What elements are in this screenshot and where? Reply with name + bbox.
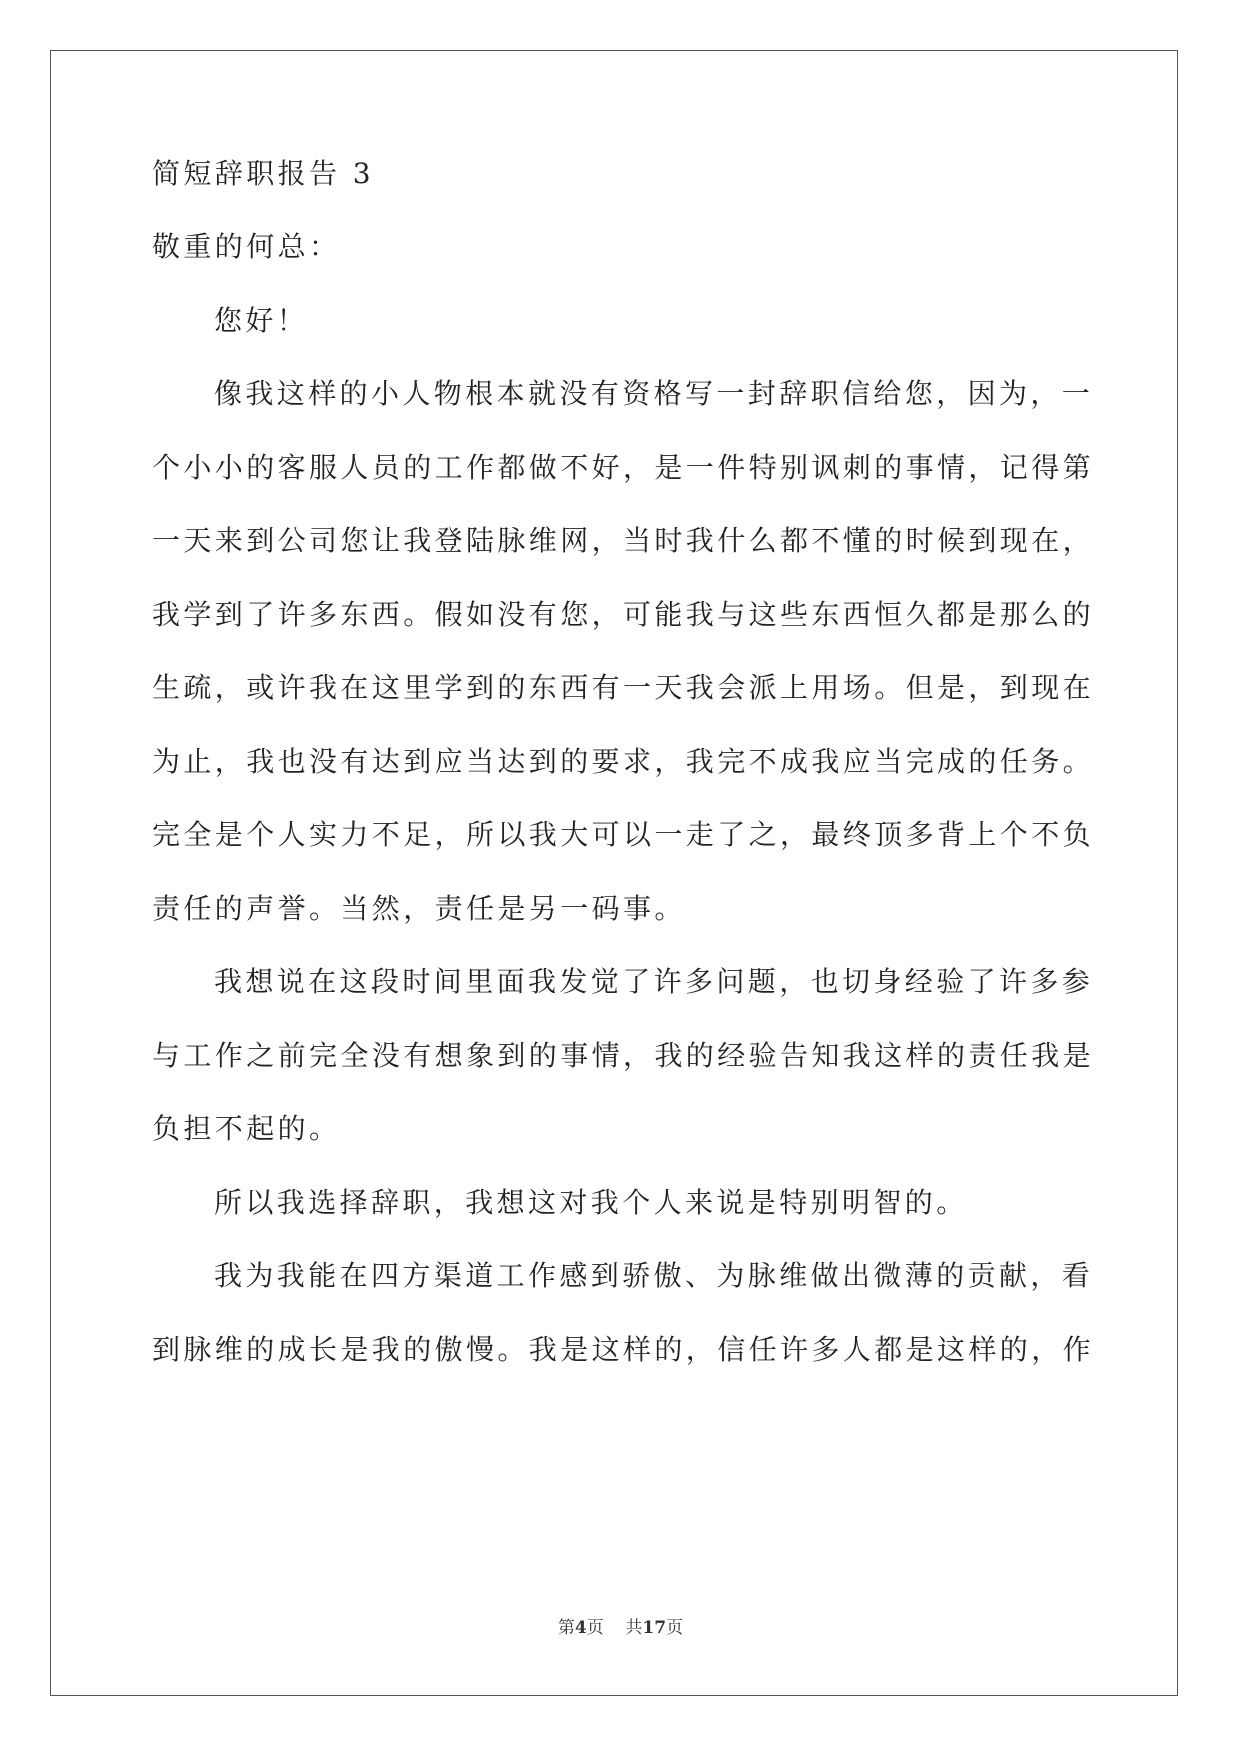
total-pages: 17 — [642, 1618, 667, 1638]
page-prefix: 第 — [557, 1618, 575, 1638]
page-border — [50, 50, 1178, 1696]
document-title: 简短辞职报告 3 — [152, 157, 374, 190]
page-suffix: 页 — [586, 1618, 604, 1638]
page-footer — [0, 1617, 1241, 1639]
paragraph-line: 我为我能在四方渠道工作感到骄傲、为脉维做出微薄的贡献，看 — [214, 1259, 1094, 1292]
page-number: 4 — [574, 1618, 587, 1638]
paragraph-line: 我学到了许多东西。假如没有您，可能我与这些东西恒久都是那么的 — [152, 598, 1095, 631]
paragraph-line: 完全是个人实力不足，所以我大可以一走了之，最终顶多背上个不负 — [152, 818, 1095, 851]
paragraph-line: 与工作之前完全没有想象到的事情，我的经验告知我这样的责任我是 — [152, 1039, 1095, 1072]
total-prefix: 共 — [625, 1618, 643, 1638]
paragraph-line: 一天来到公司您让我登陆脉维网，当时我什么都不懂的时候到现在， — [152, 524, 1095, 557]
paragraph-line: 生疏，或许我在这里学到的东西有一天我会派上用场。但是，到现在 — [152, 671, 1095, 704]
greeting: 您好！ — [214, 304, 309, 337]
paragraph-line: 所以我选择辞职，我想这对我个人来说是特别明智的。 — [214, 1186, 968, 1219]
paragraph-line: 责任的声誉。当然，责任是另一码事。 — [152, 892, 686, 925]
paragraph-line: 像我这样的小人物根本就没有资格写一封辞职信给您，因为，一 — [214, 377, 1094, 410]
paragraph-line: 负担不起的。 — [152, 1112, 341, 1145]
paragraph-line: 为止，我也没有达到应当达到的要求，我完不成我应当完成的任务。 — [152, 745, 1095, 778]
salutation: 敬重的何总： — [152, 230, 341, 263]
total-suffix: 页 — [666, 1618, 684, 1638]
paragraph-line: 我想说在这段时间里面我发觉了许多问题，也切身经验了许多参 — [214, 965, 1094, 998]
paragraph-line: 到脉维的成长是我的傲慢。我是这样的，信任许多人都是这样的，作 — [152, 1333, 1095, 1366]
paragraph-line: 个小小的客服人员的工作都做不好，是一件特别讽刺的事情，记得第 — [152, 451, 1095, 484]
